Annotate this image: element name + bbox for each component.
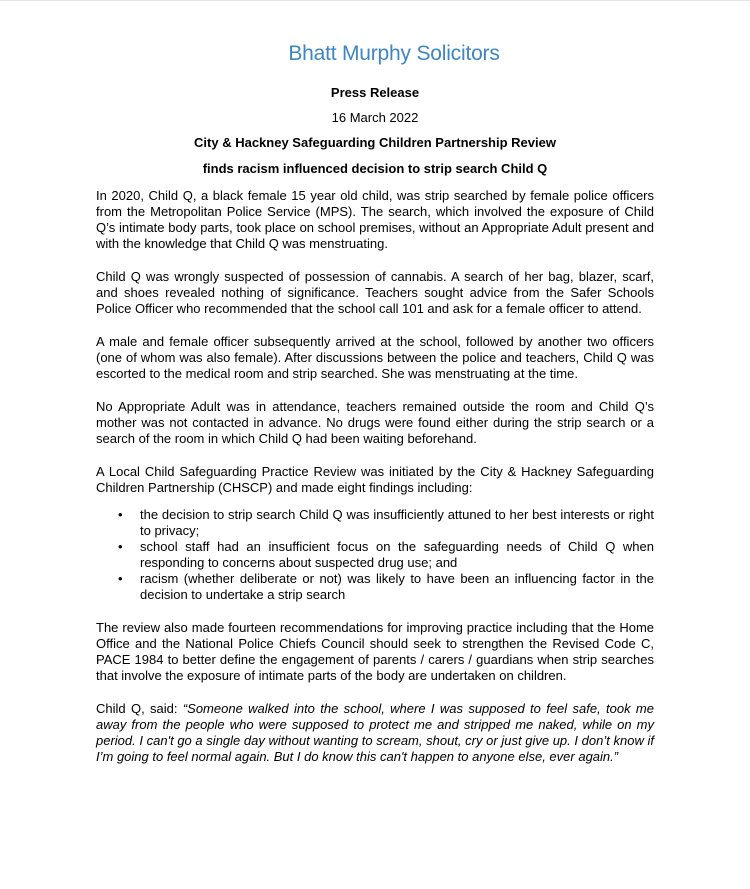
press-release-label: Press Release [330,85,420,100]
release-date: 16 March 2022 [331,110,419,125]
child-q-quote [96,701,654,765]
paragraph-1: In 2020, Child Q, a black female 15 year old child, was strip searched by female police officers from the Metropolitan Police Service (MPS). The search, which involved the exposure of Child Q’s intimate body parts, took place on school premises, without an Appropriate Adult present and with the knowledge that Child Q was menstruating. [96,188,654,251]
bullet-icon: • [118,507,123,522]
findings-list [96,507,654,603]
paragraph-2: Child Q was wrongly suspected of possession of cannabis. A search of her bag, blazer, scarf, and shoes revealed nothing of significance. Teachers sought advice from the Safer Schools Police Officer who recommended that the school call 101 and ask for a female officer to attend. [96,269,654,316]
finding-item [96,571,654,603]
finding-text: school staff had an insufficient focus on the safeguarding needs of Child Q when responding to concerns about suspected drug use; and [140,539,654,570]
paragraph-4: No Appropriate Adult was in attendance, teachers remained outside the room and Child Q’s mother was not contacted in advance. No drugs were found either during the strip search or a search of the room in which Child Q had been waiting beforehand. [96,399,654,446]
release-body [96,188,654,765]
finding-text: racism (whether deliberate or not) was likely to have been an influencing factor in the decision to undertake a strip search [140,571,654,602]
finding-item [96,539,654,571]
paragraph-3: A male and female officer subsequently arrived at the school, followed by another two officers (one of whom was also female). After discussions between the police and teachers, Child Q was escorted to the medical room and strip searched. She was menstruating at the time. [96,334,654,381]
finding-text: the decision to strip search Child Q was insufficiently attuned to her best interests or right to privacy; [140,507,654,538]
headline-line-1: City & Hackney Safeguarding Children Partnership Review [194,135,556,150]
quote-text: “Someone walked into the school, where I was supposed to feel safe, took me away from the people who were supposed to protect me and stripped me naked, while on my period. I can't go a single day without wanting to scream, shout, cry or just give up. I don’t know if I’m going to feel normal again. But I do know this can't happen to anyone else, ever again.” [96,701,654,764]
bullet-icon: • [118,571,123,586]
quote-intro: Child Q, said: [96,701,183,716]
paragraph-5: A Local Child Safeguarding Practice Review was initiated by the City & Hackney Safeguarding Children Partnership (CHSCP) and made eight findings including: [96,464,654,495]
bullet-icon: • [118,539,123,554]
paragraph-6: The review also made fourteen recommendations for improving practice including that the Home Office and the National Police Chiefs Council should seek to strengthen the Revised Code C, PACE 1984 to better define the engagement of parents / carers / guardians when strip searches that involve the exposure of intimate parts of the body are undertaken on children. [96,620,654,683]
finding-item [96,507,654,539]
headline-line-2: finds racism influenced decision to strip search Child Q [202,161,548,176]
firm-logo: Bhatt Murphy Solicitors [288,42,500,65]
